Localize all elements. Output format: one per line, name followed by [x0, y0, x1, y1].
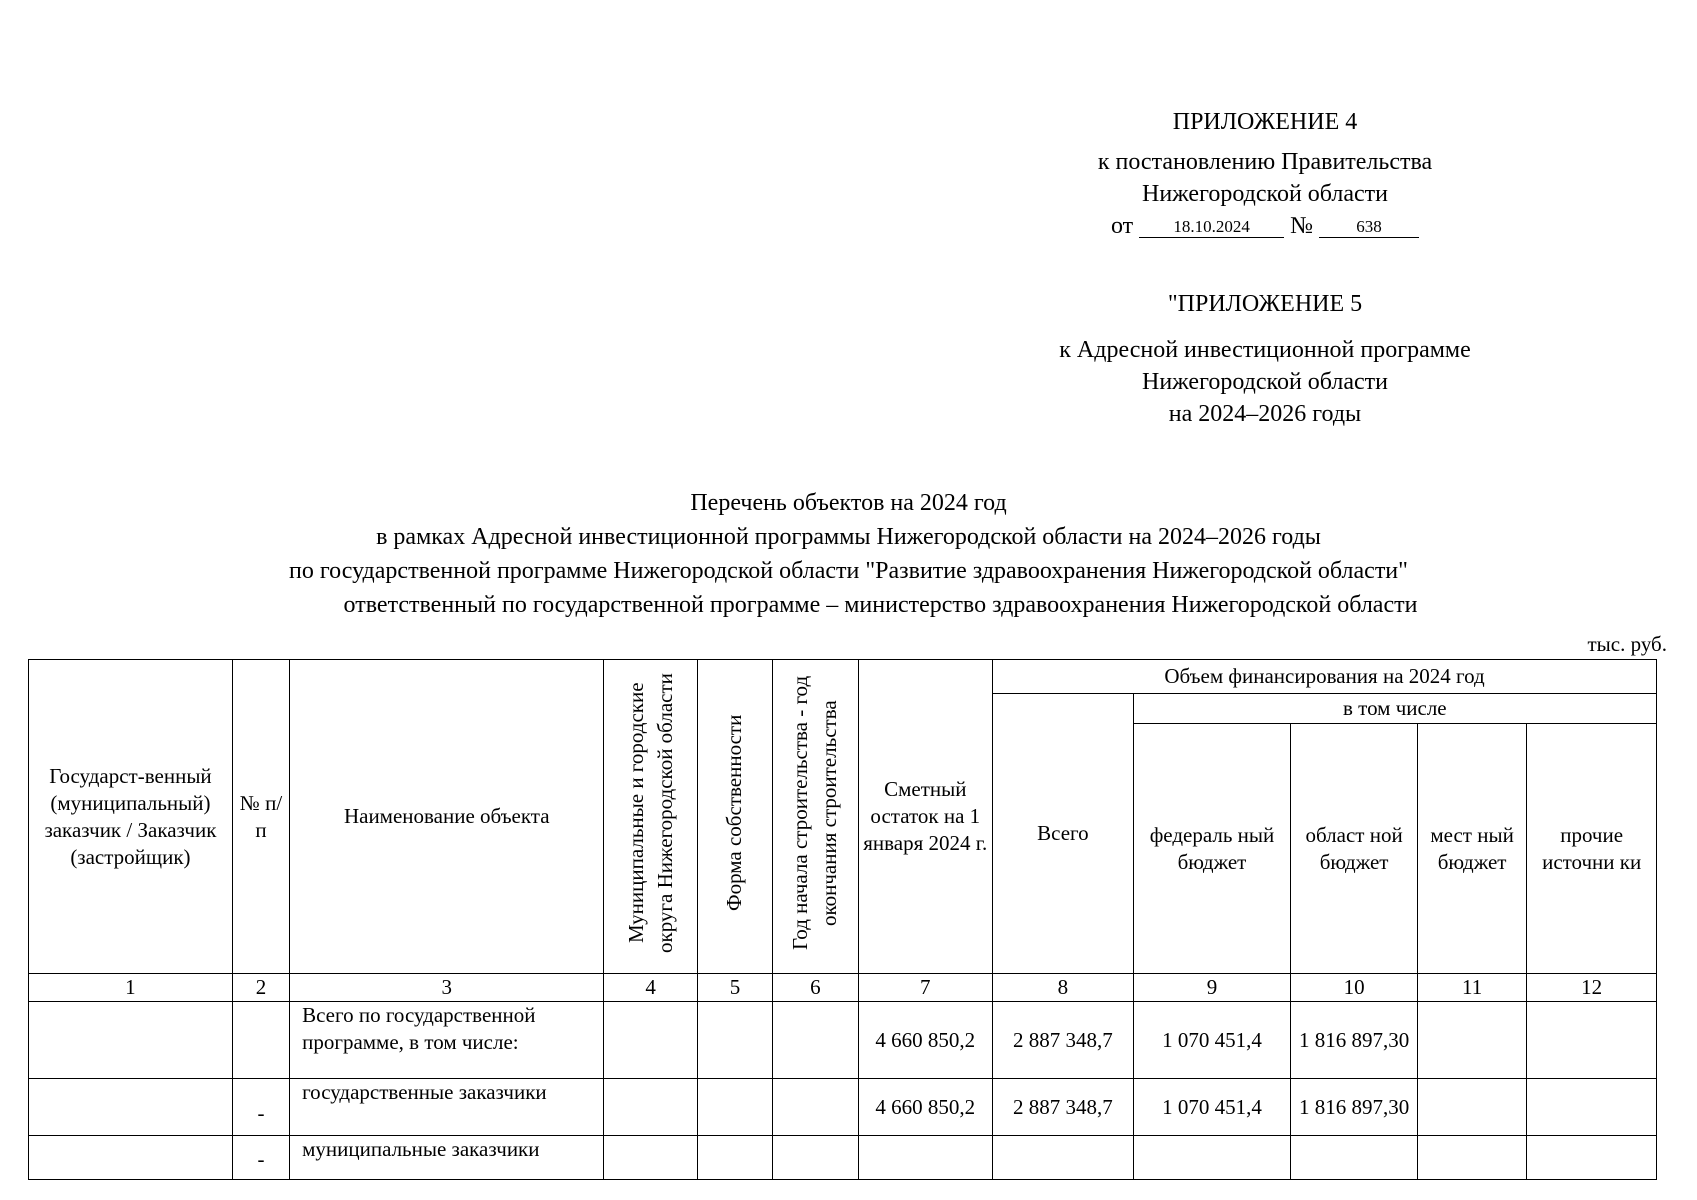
cell-other [1527, 1079, 1657, 1136]
col-number: 11 [1417, 974, 1526, 1002]
cell-ownership [697, 1136, 772, 1180]
cell-name: государственные заказчики [290, 1079, 604, 1136]
cell-federal: 1 070 451,4 [1133, 1079, 1291, 1136]
col-number: 2 [232, 974, 289, 1002]
cell-federal: 1 070 451,4 [1133, 1002, 1291, 1079]
header-district-cell [604, 660, 697, 974]
col-number: 5 [697, 974, 772, 1002]
header-ownership: Форма собственности [722, 714, 747, 912]
cell-regional: 1 816 897,30 [1291, 1079, 1418, 1136]
header-customer: Государст-венный (муниципальный) заказчик / Заказчик (застройщик) [29, 660, 233, 974]
col-number: 12 [1527, 974, 1657, 1002]
date-prefix: от [1110, 213, 1134, 239]
header-federal: федераль ный бюджет [1133, 724, 1291, 974]
cell-num: - [232, 1079, 289, 1136]
header-ownership-cell [697, 660, 772, 974]
col-number: 3 [290, 974, 604, 1002]
appendix-5-block [1000, 288, 1530, 430]
objects-table [28, 659, 1657, 1180]
cell-years [773, 1079, 858, 1136]
cell-local [1417, 1136, 1526, 1180]
col-number: 10 [1291, 974, 1418, 1002]
number-sign: № [1290, 213, 1314, 239]
header-financing: Объем финансирования на 2024 год [993, 660, 1657, 694]
cell-district [604, 1136, 697, 1180]
col-number: 6 [773, 974, 858, 1002]
cell-regional: 1 816 897,30 [1291, 1002, 1418, 1079]
column-numbers-row [29, 974, 1657, 1002]
cell-years [773, 1136, 858, 1180]
cell-total: 2 887 348,7 [993, 1002, 1134, 1079]
header-num: № п/п [232, 660, 289, 974]
col-number: 4 [604, 974, 697, 1002]
cell-district [604, 1002, 697, 1079]
document-title-line2: в рамках Адресной инвестиционной программы Нижегородской области на 2024–2026 годы [376, 524, 1321, 550]
table-row [29, 1002, 1657, 1079]
cell-other [1527, 1136, 1657, 1180]
cell-years [773, 1002, 858, 1079]
header-name: Наименование объекта [290, 660, 604, 974]
cell-regional [1291, 1136, 1418, 1180]
cell-federal [1133, 1136, 1291, 1180]
cell-total: 2 887 348,7 [993, 1079, 1134, 1136]
decree-date: 18.10.2024 [1139, 217, 1284, 238]
cell-ownership [697, 1079, 772, 1136]
cell-customer [29, 1079, 233, 1136]
cell-num: - [232, 1136, 289, 1180]
cell-district [604, 1079, 697, 1136]
decree-number: 638 [1319, 217, 1419, 238]
document-title-line4: ответственный по государственной программе – министерство здравоохранения Нижегородской области [343, 592, 1418, 618]
cell-local [1417, 1002, 1526, 1079]
cell-balance: 4 660 850,2 [858, 1002, 993, 1079]
units-label: тыс. руб. [1587, 632, 1667, 656]
cell-customer [29, 1002, 233, 1079]
cell-name: Всего по государственной программе, в том числе: [290, 1002, 604, 1079]
appendix-5-line1: к Адресной инвестиционной программе [1059, 337, 1471, 363]
cell-local [1417, 1079, 1526, 1136]
col-number: 1 [29, 974, 233, 1002]
header-years: Год начала строительства - год окончания строительства [788, 675, 842, 951]
document-title-line1: Перечень объектов на 2024 год [690, 490, 1007, 516]
col-number: 9 [1133, 974, 1291, 1002]
appendix-5-line2: Нижегородской области [1141, 369, 1389, 395]
col-number: 8 [993, 974, 1134, 1002]
cell-num [232, 1002, 289, 1079]
header-incl: в том числе [1133, 694, 1656, 724]
cell-name: муниципальные заказчики [290, 1136, 604, 1180]
cell-ownership [697, 1002, 772, 1079]
document-title [30, 486, 1667, 622]
cell-balance: 4 660 850,2 [858, 1079, 993, 1136]
cell-total [993, 1136, 1134, 1180]
cell-customer [29, 1136, 233, 1180]
appendix-4-title: ПРИЛОЖЕНИЕ 4 [1172, 109, 1358, 135]
cell-balance [858, 1136, 993, 1180]
appendix-4-line1: к постановлению Правительства [1097, 149, 1433, 175]
header-years-cell [773, 660, 858, 974]
appendix-4-block [1000, 106, 1530, 242]
header-regional: област ной бюджет [1291, 724, 1418, 974]
appendix-5-title: "ПРИЛОЖЕНИЕ 5 [1167, 291, 1363, 317]
header-total: Всего [993, 694, 1134, 974]
table-row [29, 1136, 1657, 1180]
cell-other [1527, 1002, 1657, 1079]
header-local: мест ный бюджет [1417, 724, 1526, 974]
document-title-line3: по государственной программе Нижегородской области "Развитие здравоохранения Нижегородской области" [289, 558, 1408, 584]
appendix-4-line2: Нижегородской области [1141, 181, 1389, 207]
col-number: 7 [858, 974, 993, 1002]
header-district: Муниципальные и городские округа Нижегородской области [623, 673, 677, 953]
header-other: прочие источни ки [1527, 724, 1657, 974]
appendix-5-line3: на 2024–2026 годы [1168, 401, 1362, 427]
header-balance: Сметный остаток на 1 января 2024 г. [858, 660, 993, 974]
signature-line [1000, 210, 1530, 242]
table-row [29, 1079, 1657, 1136]
